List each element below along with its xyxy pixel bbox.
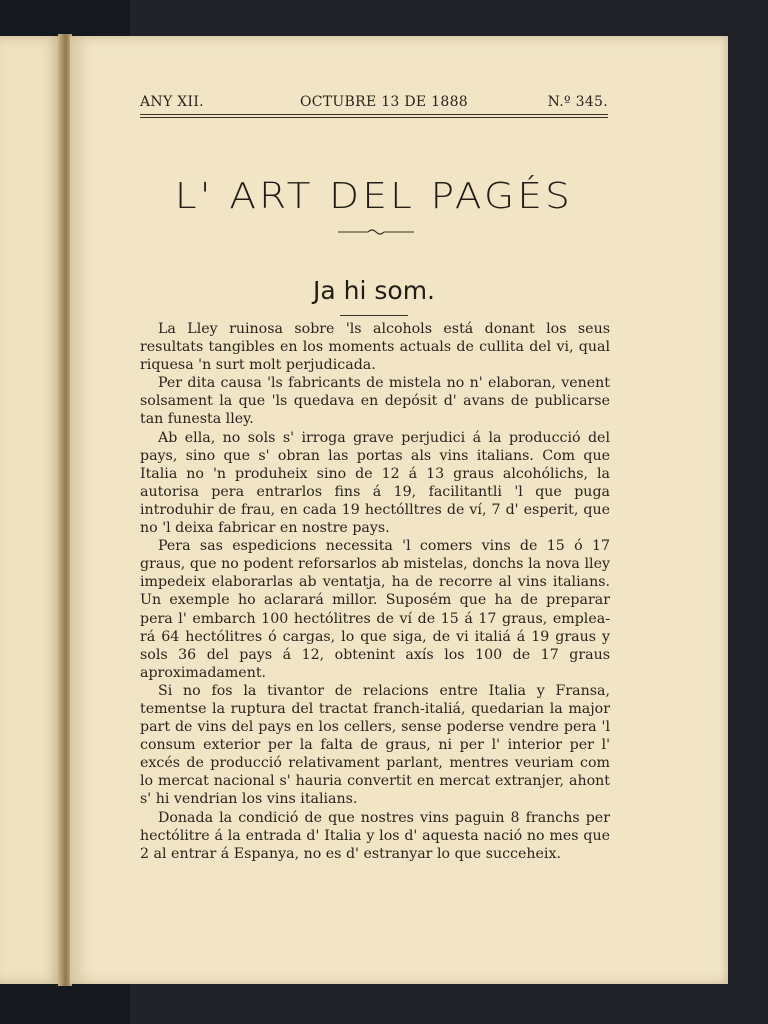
article-paragraph: Per dita causa 'ls fabricants de mistela no n' elaboran, venent solsament la que 'ls quedava en depósit d' avans de publicarse tan funesta lley. [140, 375, 610, 428]
header-double-rule [140, 114, 608, 118]
left-page-edge [0, 36, 62, 984]
article-paragraph: La Lley ruinosa sobre 'ls alcohols está donant los seus resultats tangibles en los moments actuals de cullita del vi, qual riquesa 'n surt molt perjudicada. [140, 321, 610, 374]
header-date: OCTUBRE 13 DE 1888 [300, 94, 469, 110]
header-issue-number: N.º 345. [547, 94, 608, 110]
article-paragraph: Si no fos la tivantor de relacions entre Italia y Fransa, tementse la ruptura del tractat franch-italiá, quedarian la major part de vins del pays en los cellers, sense poderse vendre pera 'l consum exterior per la falta de graus, ni per l' interior per l' excés de producció relativament parlant, mentres veuriam com lo mercat nacional s' hauria convertit en mercat extranjer, ahont s' hi vendrian los vins italians. [140, 682, 610, 808]
article-title: Ja hi som. [313, 276, 435, 305]
article-body [140, 320, 610, 863]
article-paragraph: Ab ella, no sols s' irroga grave perjudici á la producció del pays, sino que s' obran las portas als vins italians. Com que Italia no 'n produheix sino de 12 á 13 graus alcohólichs, la autorisa pera entrarlos fins á 19, facilitantli 'l que puga introduhir de frau, en cada 19 hectólltres de ví, 7 d' esperit, que no 'l deixa fabricar en nostre pays. [140, 429, 610, 537]
masthead-title: L' ART DEL PAGÉS [174, 176, 574, 217]
ornament-divider [338, 228, 414, 236]
article-paragraph: Pera sas espedicions necessita 'l comers vins de 15 ó 17 graus, que no podent reforsarlos ab mistelas, donchs la nova lley impedeix elaborarlas ab ventatja, ha de recorre al vins italians. Un exemple ho aclarará millor. Suposém que ha de preparar pera l' embarch 100 hectólitres de ví de 15 á 17 graus, emplea-rá 64 hectólitres ó cargas, lo que siga, de vi italiá á 19 graus y sols 36 del pays á 12, obtenint axís los 100 de 17 graus aproximadament. [140, 538, 610, 681]
article-paragraph: Donada la condició de que nostres vins paguin 8 franchs per hectólitre á la entrada d' Italia y los d' aquesta nació no mes que 2 al entrar á Espanya, no es d' estranyar lo que succeheix. [140, 809, 610, 862]
book-page [70, 36, 728, 984]
header-year: ANY XII. [140, 94, 204, 110]
title-underline [340, 315, 408, 316]
page-header [140, 94, 608, 112]
